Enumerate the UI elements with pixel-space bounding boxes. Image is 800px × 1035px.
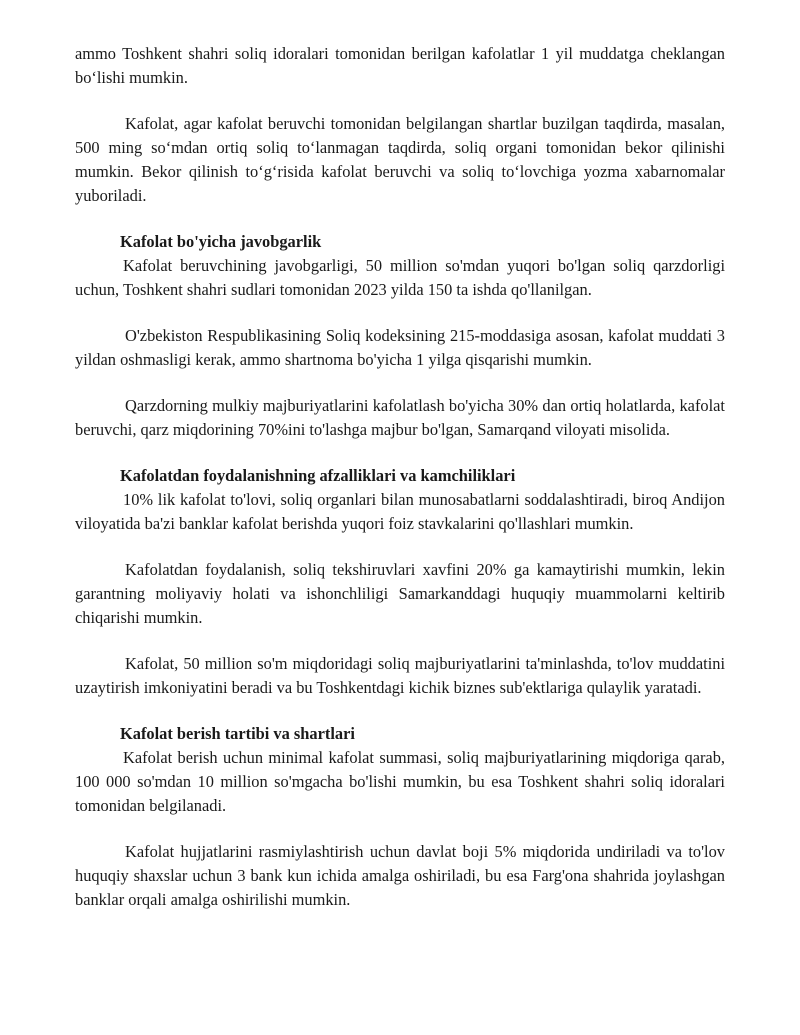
paragraph: Kafolat, agar kafolat beruvchi tomonidan belgilangan shartlar buzilgan taqdirda, masalan, 500 ming so‘mdan ortiq soliq to‘lanmagan taqdirda, soliq organi tomonidan bekor qilinishi mumkin. Bekor qilinish to‘g‘risida kafolat beruvchi va soliq to‘lovchiga yozma xabarnomalar yuboriladi. bbox=[75, 114, 725, 205]
paragraph: O'zbekiston Respublikasining Soliq kodeksining 215-moddasiga asosan, kafolat muddati 3 yildan oshmasligi kerak, ammo shartnoma bo'yicha 1 yilga qisqarishi mumkin. bbox=[75, 326, 725, 369]
paragraph: Kafolat beruvchining javobgarligi, 50 million so'mdan yuqori bo'lgan soliq qarzdorligi uchun, Toshkent shahri sudlari tomonidan 2023 yilda 150 ta ishda qo'llanilgan. bbox=[75, 256, 725, 299]
paragraph: Kafolat hujjatlarini rasmiylashtirish uchun davlat boji 5% miqdorida undiriladi va to'lov huquqiy shaxslar uchun 3 bank kun ichida amalga oshiriladi, bu esa Farg'ona shahrida joylashgan banklar orqali amalga oshirilishi mumkin. bbox=[75, 842, 725, 909]
paragraph: ammo Toshkent shahri soliq idoralari tomonidan berilgan kafolatlar 1 yil muddatga cheklangan bo‘lishi mumkin. bbox=[75, 44, 725, 87]
paragraph: Qarzdorning mulkiy majburiyatlarini kafolatlash bo'yicha 30% dan ortiq holatlarda, kafolat beruvchi, qarz miqdorining 70%ini to'lashga majbur bo'lgan, Samarqand viloyati misolida. bbox=[75, 396, 725, 439]
paragraph: Kafolat berish uchun minimal kafolat summasi, soliq majburiyatlarining miqdoriga qarab, 100 000 so'mdan 10 million so'mgacha bo'lishi mumkin, bu esa Toshkent shahri soliq idoralari tomonidan belgilanadi. bbox=[75, 748, 725, 815]
document-page bbox=[75, 42, 725, 912]
section-heading: Kafolatdan foydalanishning afzalliklari va kamchiliklari bbox=[120, 466, 516, 485]
section-heading: Kafolat berish tartibi va shartlari bbox=[120, 724, 355, 743]
paragraph: 10% lik kafolat to'lovi, soliq organlari bilan munosabatlarni soddalashtiradi, biroq Andijon viloyatida ba'zi banklar kafolat berishda yuqori foiz stavkalarini qo'llashlari mumkin. bbox=[75, 490, 725, 533]
section-heading: Kafolat bo'yicha javobgarlik bbox=[120, 232, 322, 251]
paragraph: Kafolatdan foydalanish, soliq tekshiruvlari xavfini 20% ga kamaytirishi mumkin, lekin garantning moliyaviy holati va ishonchliligi Samarkanddagi huquqiy muammolarni keltirib chiqarishi mumkin. bbox=[75, 560, 725, 627]
paragraph: Kafolat, 50 million so'm miqdoridagi soliq majburiyatlarini ta'minlashda, to'lov muddatini uzaytirish imkoniyatini beradi va bu Toshkentdagi kichik biznes sub'ektlariga qulaylik yaratadi. bbox=[75, 654, 725, 697]
